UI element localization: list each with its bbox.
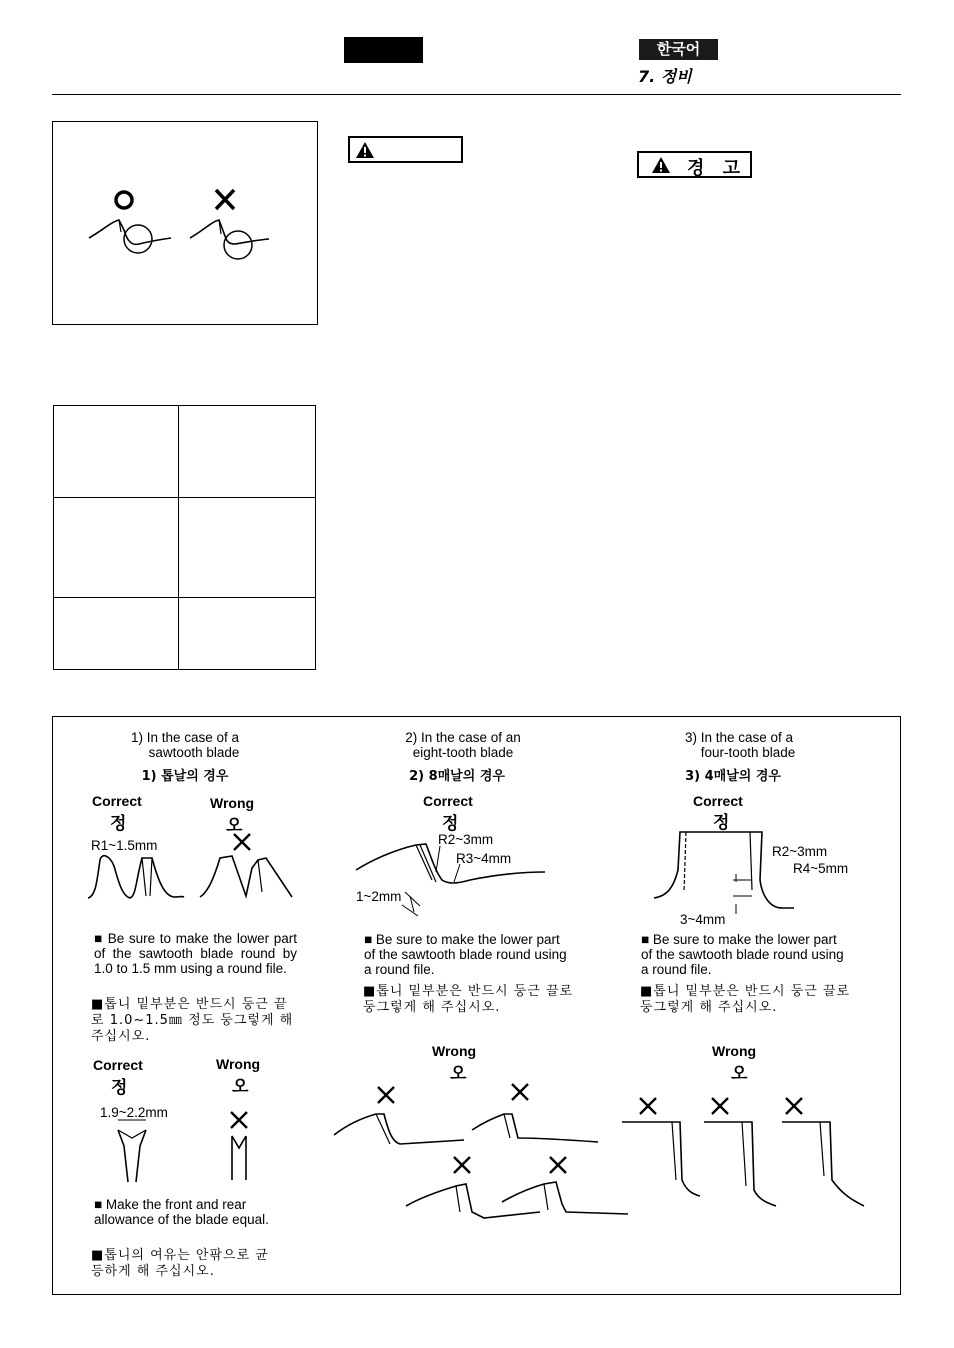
panel1-korean-heading: 1) 톱날의 경우 [141,769,229,784]
language-tab: 한국어 [639,39,718,60]
panel3-dimension-a: R2~3mm [772,844,828,859]
panel3-correct-label-ko: 정 [713,813,730,833]
panel3-korean-heading: 3) 4매날의 경우 [685,769,781,784]
panel3-dimension-c: 3~4mm [680,912,726,927]
panel2-dimension-b: R3~4mm [456,851,512,866]
panel3-dimension-b: R4~5mm [793,861,849,876]
bullet-square-icon: ■ [91,1248,105,1263]
bullet-square-icon: ■ [91,997,105,1012]
warning-triangle-icon [651,156,671,174]
panel3-wrong-label: Wrong [712,1043,757,1059]
panel1-wrong-label-ko: 오 [226,816,243,836]
table-cell [179,406,316,498]
panel2-wrong-label-ko: 오 [450,1064,467,1084]
panel3-correct-label: Correct [693,793,743,809]
panel2-wrong-label: Wrong [432,1043,477,1059]
panel2-caption-line1: 2) In the case of an [405,730,521,745]
black-header-tab [344,37,423,63]
panel3-caption [654,730,824,760]
warning-box-blank [348,136,463,163]
panel2-dimension-c: 1~2mm [356,889,402,904]
panel1-note-2: ■ Make the front and rear allowance of the blade equal. [94,1197,269,1227]
panel1-dimension-2: 1.9~2.2mm [100,1105,168,1120]
panel2-note-ko: ■톱니 밑부분은 반드시 둥근 끌로 둥그렇게 해 주십시오. [363,984,574,1015]
panel1-correct-label-ko-2: 정 [111,1078,128,1098]
header-rule [52,94,901,95]
panel3-note: ■ Be sure to make the lower part of the sawtooth blade round using a round file. [641,932,844,977]
panel3-wrong-label-ko: 오 [731,1064,748,1084]
panel2-caption [378,730,548,760]
panel3-caption-line1: 3) In the case of a [684,730,794,745]
table-cell [179,598,316,670]
spec-table [53,405,316,670]
panel1-caption-line2: sawtooth blade [148,745,240,760]
panel1-dimension: R1~1.5mm [91,838,158,853]
panel1-note: ■ Be sure to make the lower part of the sawtooth blade round by 1.0 to 1.5 mm using a round file. [94,931,297,976]
bullet-square-icon: ■ [363,984,377,999]
panel2-caption-line2: eight-tooth blade [412,745,514,760]
bullet-square-icon: ■ [641,932,653,947]
panel1-correct-label-2: Correct [93,1057,143,1073]
table-cell [54,406,179,498]
bullet-square-icon: ■ [94,931,108,946]
panel3-note-ko: ■톱니 밑부분은 반드시 둥근 끌로 둥그렇게 해 주십시오. [640,984,851,1015]
panel1-wrong-label-2: Wrong [216,1056,261,1072]
panel2-dimension-a: R2~3mm [438,832,494,847]
panel1-correct-label-ko: 정 [110,814,127,834]
panel2-correct-label: Correct [423,793,473,809]
panel1-caption [100,730,270,760]
section-title: 7. 정비 [638,67,692,86]
panel1-wrong-label-ko-2: 오 [232,1077,249,1097]
table-cell [54,498,179,598]
warning-label: 경 고 [687,158,747,179]
correct-symbol-icon [116,192,132,208]
panel1-note-ko: ■톱니 밑부분은 반드시 둥근 끝로 1.0~1.5㎜ 정도 둥그렇게 해 주십시오. [91,997,294,1044]
table-cell [179,498,316,598]
warning-box-korean [637,151,752,178]
warning-triangle-icon [355,141,375,159]
table-cell [54,598,179,670]
panel2-korean-heading: 2) 8매날의 경우 [409,769,505,784]
bullet-square-icon: ■ [94,1197,106,1212]
panel2-note: ■ Be sure to make the lower part of the sawtooth blade round using a round file. [364,932,567,977]
tooth-comparison-figure [53,122,319,326]
tooth-figure-box [52,121,318,325]
panel1-wrong-label: Wrong [210,795,255,811]
panel1-correct-label: Correct [92,793,142,809]
panel2-correct-label-ko: 정 [442,814,459,834]
panel1-caption-line1: 1) In the case of a [130,730,240,745]
bullet-square-icon: ■ [640,984,654,999]
panel3-caption-line2: four-tooth blade [700,745,796,760]
panel1-note-ko-2: ■톱니의 여유는 안팎으로 균등하게 해 주십시오. [91,1248,269,1279]
bullet-square-icon: ■ [364,932,376,947]
